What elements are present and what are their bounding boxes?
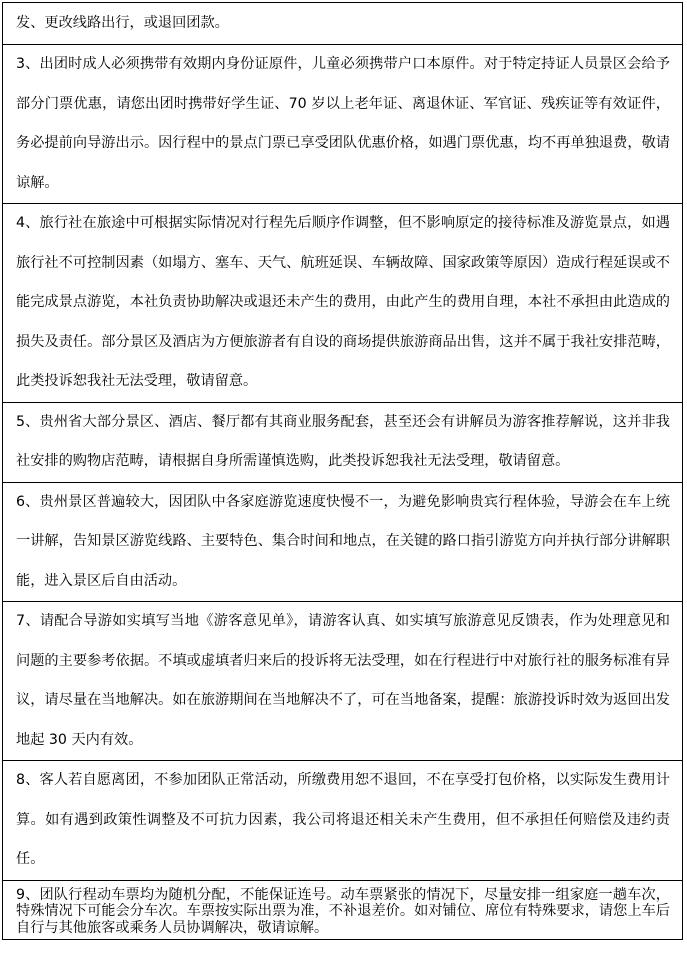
terms-row xyxy=(3,602,683,761)
terms-row xyxy=(3,45,683,204)
terms-text: 8、客人若自愿离团，不参加团队正常活动，所缴费用恕不退回，不在享受打包价格，以实际发生费用计算。如有遇到政策性调整及不可抗力因素，我公司将退还相关未产生费用，但不承担任何赔偿及违约责任。 xyxy=(3,761,683,881)
terms-row xyxy=(3,761,683,881)
terms-row xyxy=(3,402,683,482)
terms-table xyxy=(2,2,683,940)
terms-text: 4、旅行社在旅途中可根据实际情况对行程先后顺序作调整，但不影响原定的接待标准及游览景点，如遇旅行社不可控制因素（如塌方、塞车、天气、航班延误、车辆故障、国家政策等原因）造成行程延误或不能完成景点游览，本社负责协助解决或退还未产生的费用，由此产生的费用自理，本社不承担由此造成的损失及责任。部分景区及酒店为方便旅游者有自设的商场提供旅游商品出售，这并不属于我社安排范畴，此类投诉恕我社无法受理，敬请留意。 xyxy=(3,204,683,403)
terms-text: 5、贵州省大部分景区、酒店、餐厅都有其商业服务配套，甚至还会有讲解员为游客推荐解说，这并非我社安排的购物店范畴，请根据自身所需谨慎选购，此类投诉恕我社无法受理，敬请留意。 xyxy=(3,402,683,482)
terms-row xyxy=(3,482,683,602)
terms-row xyxy=(3,3,683,45)
terms-row xyxy=(3,204,683,403)
terms-text: 6、贵州景区普遍较大，因团队中各家庭游览速度快慢不一，为避免影响贵宾行程体验，导游会在车上统一讲解，告知景区游览线路、主要特色、集合时间和地点，在关键的路口指引游览方向并执行部分讲解职能，进入景区后自由活动。 xyxy=(3,482,683,602)
terms-text: 9、团队行程动车票均为随机分配，不能保证连号。动车票紧张的情况下，尽量安排一组家庭一趟车次，特殊情况下可能会分车次。车票按实际出票为准，不补退差价。如对铺位、席位有特殊要求，请您上车后自行与其他旅客或乘务人员协调解决，敬请谅解。 xyxy=(3,880,683,940)
terms-text: 3、出团时成人必须携带有效期内身份证原件，儿童必须携带户口本原件。对于特定持证人员景区会给予部分门票优惠，请您出团时携带好学生证、70 岁以上老年证、离退休证、军官证、残疾证等有效证件，务必提前向导游出示。因行程中的景点门票已享受团队优惠价格，如遇门票优惠，均不再单独退费，敬请谅解。 xyxy=(3,45,683,204)
terms-text: 发、更改线路出行，或退回团款。 xyxy=(3,3,683,45)
terms-text: 7、请配合导游如实填写当地《游客意见单》，请游客认真、如实填写旅游意见反馈表，作为处理意见和问题的主要参考依据。不填或虚填者归来后的投诉将无法受理，如在行程进行中对旅行社的服务标准有异议，请尽量在当地解决。如在旅游期间在当地解决不了，可在当地备案，提醒：旅游投诉时效为返回出发地起 30 天内有效。 xyxy=(3,602,683,761)
terms-row xyxy=(3,880,683,940)
